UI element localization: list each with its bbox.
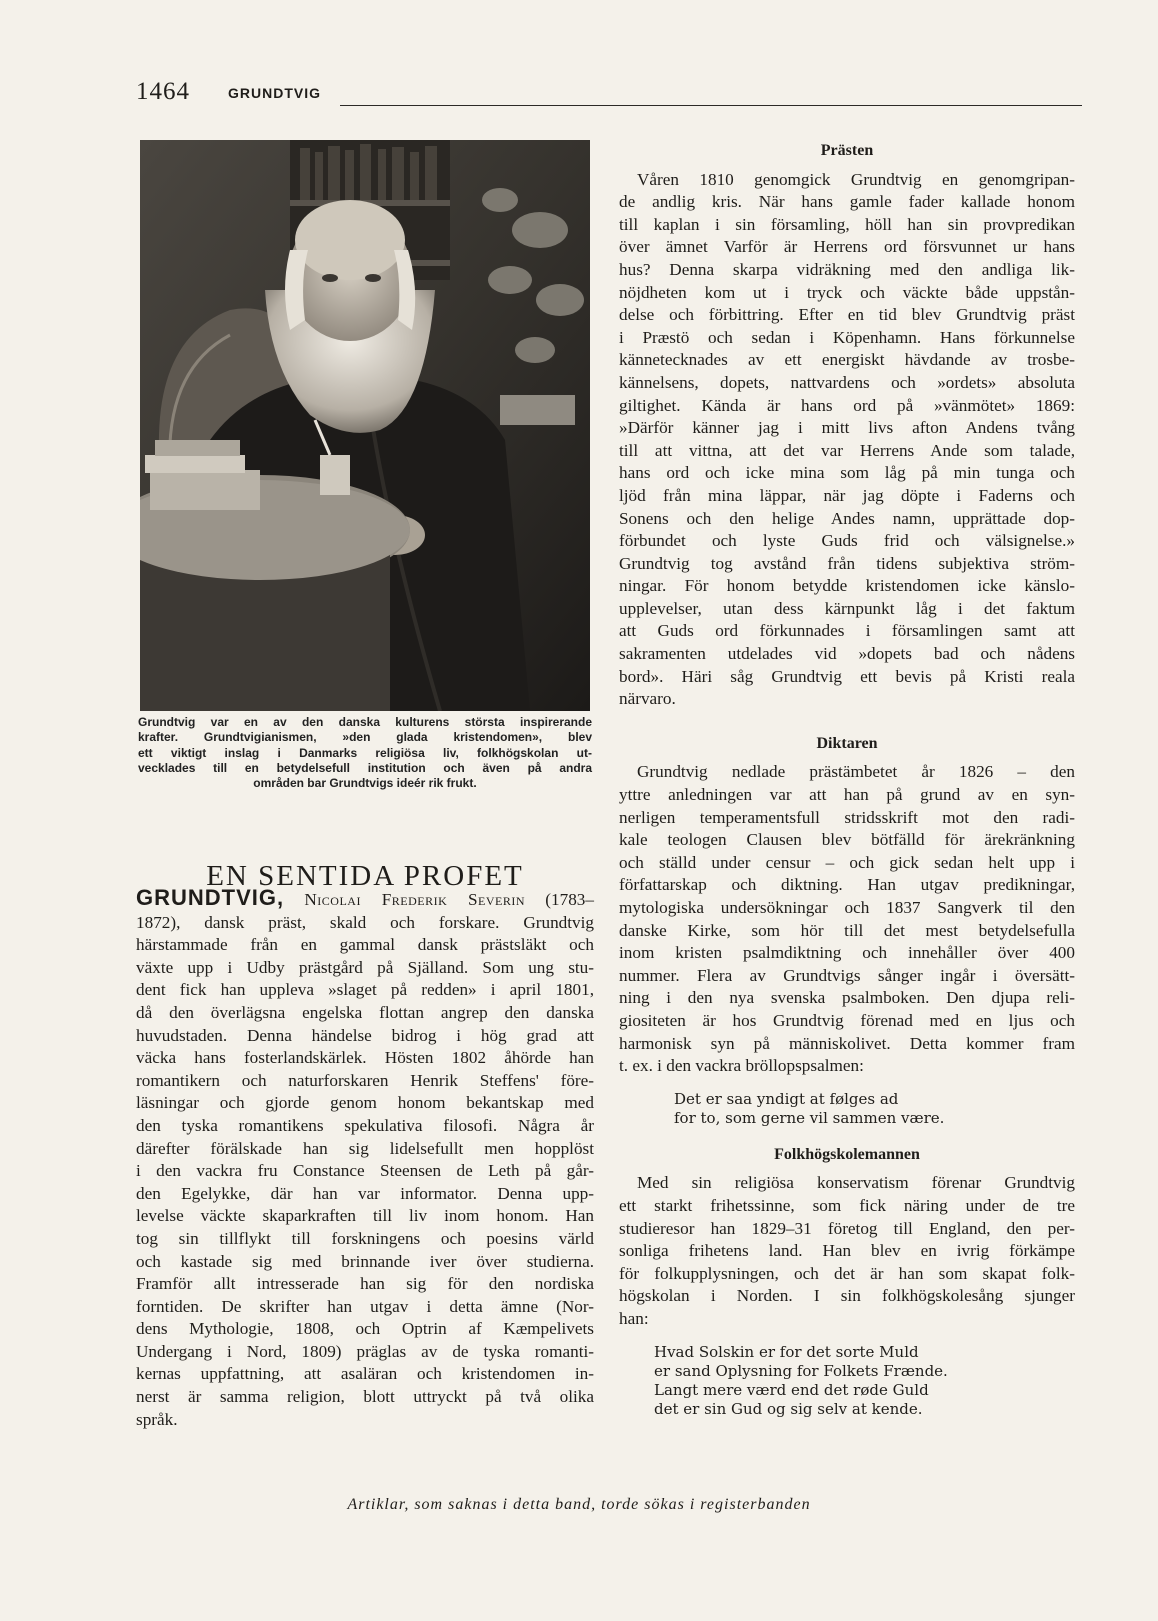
body-line: närvaro. xyxy=(619,689,676,709)
caption-line: Grundtvig var en av den danska kulturens största inspirerande xyxy=(138,715,592,729)
right-column xyxy=(619,140,1075,1419)
body-line: i den vackra fru Constance Steensen de Leth på går- xyxy=(136,1161,594,1181)
body-line: t. ex. i den vackra bröllopspsalmen: xyxy=(619,1056,864,1076)
body-line: den Egelykke, där han var informator. Denna upp- xyxy=(136,1183,594,1203)
page-header xyxy=(136,78,1082,108)
body-line: danske Kirke, som hör till det mest betydelsefulla xyxy=(619,920,1075,940)
body-line: Framför allt intresserade han sig för den nordiska xyxy=(136,1274,594,1294)
section-folkhogskolemannen xyxy=(619,1172,1075,1418)
article-title: EN SENTIDA PROFET xyxy=(206,860,524,893)
body-line: väcka hans fosterlandskärlek. Hösten 1802 åhörde han xyxy=(136,1048,594,1068)
body-line: kale teologen Clausen blev bötfälld för ärekränkning xyxy=(619,830,1075,850)
body-line: de andlig kris. När hans gamle fader kallade honom xyxy=(619,192,1075,212)
section-heading-diktaren: Diktaren xyxy=(816,734,878,752)
lead-word: GRUNDTVIG, xyxy=(136,885,285,910)
body-line: sakramenten utdelades vid »dopets bad och nådens xyxy=(619,644,1075,664)
body-line: »Därför känner jag i mitt livs afton Andens tvång xyxy=(619,418,1075,438)
body-line: språk. xyxy=(136,1409,178,1429)
body-line: Våren 1810 genomgick Grundtvig en genomgripan- xyxy=(637,169,1075,189)
body-line: giltighet. Kända är hans ord på »vänmötet» 1869: xyxy=(619,395,1075,415)
verse-line: for to, som gerne vil sammen være. xyxy=(674,1108,945,1127)
body-line: sonliga frihetens land. Han blev en ivrig förkämpe xyxy=(619,1241,1075,1261)
body-line: i Præstö och sedan i Köpenhamn. Hans förkunnelse xyxy=(619,327,1075,347)
body-line: författarskap och diktning. Han utgav predikningar, xyxy=(619,875,1075,895)
header-rule xyxy=(340,105,1082,106)
body-line: nöjdheten kom ut i tryck och väckte både uppstån- xyxy=(619,282,1075,302)
photo-caption xyxy=(138,715,592,791)
caption-line: områden bar Grundtvigs ideér rik frukt. xyxy=(253,776,477,791)
wedding-psalm-verse xyxy=(674,1090,1075,1128)
body-line: kännelsens, dopets, nattvardens och »ordets» absoluta xyxy=(619,372,1075,392)
body-line: romantikern och naturforskaren Henrik Steffens' före- xyxy=(136,1070,594,1090)
section-prasten xyxy=(619,169,1075,711)
body-line: delse och förbittring. Efter en tid blev Grundtvig präst xyxy=(619,305,1075,325)
body-line: härstammade från en gammal dansk prästsläkt och xyxy=(136,935,594,955)
section-heading-folkhogskolemannen: Folkhögskolemannen xyxy=(774,1145,920,1163)
body-line: ljöd från mina läppar, när jag döpte i Faderns och xyxy=(619,485,1075,505)
verse-line: Det er saa yndigt at følges ad xyxy=(674,1089,899,1108)
section-heading-prasten: Prästen xyxy=(820,142,874,159)
lead-name: Nicolai Frederik Severin xyxy=(304,890,526,909)
body-line: till kaplan i sin församling, höll han sin provpredikan xyxy=(619,214,1075,234)
body-line: Grundtvig tog avstånd från tidens subjektiva ström- xyxy=(619,553,1075,573)
body-line: högskolan i Norden. I sin folkhögskolesång sjunger xyxy=(619,1286,1075,1306)
body-line: bord». Häri såg Grundtvig ett bevis på Kristi reala xyxy=(619,666,1075,686)
body-line: den tyska romantikens spekulativa filosofi. Några år xyxy=(136,1115,594,1135)
verse-line: det er sin Gud og sig selv at kende. xyxy=(654,1399,923,1418)
body-line: över ämnet Varför är Herrens ord försvunnet ur hans xyxy=(619,237,1075,257)
body-line: då den överlägsna engelska flottan angrep den danska xyxy=(136,1002,594,1022)
body-line: förbundet och lyste Guds frid och välsignelse.» xyxy=(619,531,1075,551)
body-line: nerligen temperamentsfull stridsskrift mot den radi- xyxy=(619,807,1075,827)
body-line: huvudstaden. Denna händelse bidrog i hög grad att xyxy=(136,1025,594,1045)
body-line: kernas uppfattning, att asaläran och kristendomen in- xyxy=(136,1364,594,1384)
body-line: och ställd under censur – och gick sedan helt upp i xyxy=(619,852,1075,872)
body-line: att Guds ord förkunnades i församlingen samt att xyxy=(619,621,1075,641)
verse-line: er sand Oplysning for Folkets Frænde. xyxy=(654,1361,948,1380)
body-line: nummer. Flera av Grundtvigs sånger ingår i översätt- xyxy=(619,965,1075,985)
page-footer: Artiklar, som saknas i detta band, torde sökas i registerbanden xyxy=(347,1496,811,1513)
verse-line: Langt mere værd end det røde Guld xyxy=(654,1380,929,1399)
folk-high-school-song-verse xyxy=(654,1343,1075,1419)
body-line: dens Mythologie, 1808, och Optrin af Kæmpelivets xyxy=(136,1319,594,1339)
body-line: dent fick han uppleva »slaget på redden» i april 1801, xyxy=(136,980,594,1000)
lead-dates: (1783– xyxy=(525,890,594,909)
body-line: yttre anledningen var att han på grund av en syn- xyxy=(619,785,1075,805)
body-line: hans ord och icke mina som låg på min tunga och xyxy=(619,463,1075,483)
body-line: till att vittna, att det var Herrens Ande som talade, xyxy=(619,440,1075,460)
portrait-photo xyxy=(140,140,590,711)
body-line: därefter förälskade han sig lidelsefullt men hopplöst xyxy=(136,1138,594,1158)
section-diktaren xyxy=(619,761,1075,1127)
body-line: Grundtvig nedlade prästämbetet år 1826 – den xyxy=(637,762,1075,782)
running-title: GRUNDTVIG xyxy=(228,85,321,101)
body-line: upplevelser, utan dess kärnpunkt låg i det faktum xyxy=(619,598,1075,618)
body-line: ning i den nya svenska psalmboken. Den djupa reli- xyxy=(619,988,1075,1008)
body-line: tog sin tillflykt till forskningens och poesins värld xyxy=(136,1228,594,1248)
body-line: 1872), dansk präst, skald och forskare. Grundtvig xyxy=(136,912,594,932)
body-line: Sonens och den helige Andes namn, upprättade dop- xyxy=(619,508,1075,528)
body-line: mytologiska undersökningar och 1837 Sangverk til den xyxy=(619,898,1075,917)
body-line: kännetecknades av ett energiskt hävdande av trosbe- xyxy=(619,350,1075,370)
body-line: Med sin religiösa konservatism förenar Grundtvig xyxy=(637,1173,1075,1193)
page-number: 1464 xyxy=(136,78,190,105)
body-line: inom kristen psalmdiktning och innehåller över 400 xyxy=(619,943,1075,963)
body-line: för folkupplysningen, och det är han som skapat folk- xyxy=(619,1263,1075,1283)
body-line: hus? Denna skarpa vidräkning med den andliga lik- xyxy=(619,259,1075,279)
portrait-illustration xyxy=(140,140,590,711)
body-line: han: xyxy=(619,1308,649,1328)
body-line: och kastade sig med brinnande iver över studierna. xyxy=(136,1251,594,1271)
caption-line: krafter. Grundtvigianismen, »den glada kristendomen», blev xyxy=(138,730,592,745)
article-body xyxy=(136,887,594,1431)
body-line: levelse väckte skaparkraften till liv inom honom. Han xyxy=(136,1206,594,1226)
body-line: nerst är samma religion, blott uttryckt på två olika xyxy=(136,1387,594,1407)
body-line: giositeten är hos Grundtvig förenad med en ljus och xyxy=(619,1010,1075,1030)
caption-line: ett viktigt inslag i Danmarks religiösa liv, folkhögskolan ut- xyxy=(138,745,592,760)
body-line: ningar. För honom betydde kristendomen icke känslo- xyxy=(619,576,1075,596)
lead-line xyxy=(136,887,594,912)
body-line: växte upp i Udby prästgård på Själland. Som ung stu- xyxy=(136,957,594,977)
body-line: ett starkt frihetssinne, som fick näring under de tre xyxy=(619,1195,1075,1215)
body-line: forntiden. De skrifter han utgav i detta ämne (Nor- xyxy=(136,1296,594,1316)
body-line: Undergang i Nord, 1809) präglas av de tyska romanti- xyxy=(136,1341,594,1361)
body-line: harmonisk syn på människolivet. Detta kommer fram xyxy=(619,1033,1075,1053)
caption-line: vecklades till en betydelsefull institution och även på andra xyxy=(138,760,592,775)
verse-line: Hvad Solskin er for det sorte Muld xyxy=(654,1342,919,1361)
body-line: studieresor han 1829–31 företog till England, den per- xyxy=(619,1218,1075,1238)
body-line: läsningar och gjorde genom honom bekantskap med xyxy=(136,1093,594,1113)
